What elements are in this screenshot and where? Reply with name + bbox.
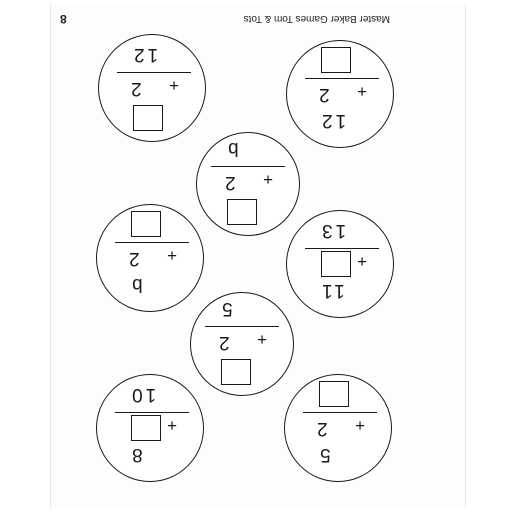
bottom-number: 2	[129, 248, 140, 269]
answer-number: b	[225, 138, 239, 159]
answer-number: 10	[129, 384, 157, 405]
bottom-number-box[interactable]	[131, 415, 161, 441]
top-number: 5	[317, 444, 331, 465]
page-number: 8	[60, 12, 67, 26]
bottom-number: 2	[225, 172, 236, 193]
plus-sign: +	[257, 330, 267, 349]
bottom-number-box[interactable]	[321, 251, 351, 277]
plus-sign: +	[263, 170, 273, 189]
answer-number: 12	[131, 44, 159, 65]
top-number-box[interactable]	[133, 105, 163, 131]
addition-disc-6	[190, 292, 294, 396]
addition-disc-1	[286, 40, 394, 148]
top-number: 8	[129, 444, 143, 465]
plus-sign: +	[167, 246, 177, 265]
bottom-number: 2	[219, 332, 230, 353]
top-number: 12	[319, 110, 347, 131]
answer-box[interactable]	[321, 47, 351, 73]
answer-line	[115, 412, 189, 413]
answer-box[interactable]	[319, 381, 349, 407]
bottom-number: 2	[131, 78, 142, 99]
header-title: Master Baker Games Tom & Tots	[243, 13, 390, 24]
plus-sign: +	[357, 252, 367, 271]
answer-line	[305, 248, 379, 249]
answer-line	[115, 242, 189, 243]
answer-number: 13	[319, 220, 347, 241]
answer-line	[211, 166, 285, 167]
addition-disc-5	[286, 210, 394, 318]
bottom-number: 2	[319, 84, 330, 105]
answer-line	[117, 72, 191, 73]
top-number: 11	[319, 280, 345, 301]
plus-sign: +	[169, 76, 179, 95]
addition-disc-2	[98, 34, 206, 142]
addition-disc-4	[96, 204, 204, 312]
addition-disc-3	[196, 132, 300, 236]
answer-box[interactable]	[131, 211, 161, 237]
answer-line	[303, 412, 377, 413]
top-number-box[interactable]	[221, 359, 251, 385]
answer-line	[305, 78, 379, 79]
plus-sign: +	[167, 416, 177, 435]
plus-sign: +	[355, 416, 365, 435]
plus-sign: +	[357, 82, 367, 101]
addition-disc-8	[284, 374, 392, 482]
bottom-number: 2	[317, 418, 328, 439]
top-number-box[interactable]	[227, 199, 257, 225]
addition-disc-7	[96, 374, 204, 482]
answer-number: 5	[219, 298, 233, 319]
answer-line	[205, 326, 279, 327]
top-number: b	[129, 274, 143, 295]
page-header	[60, 8, 390, 26]
